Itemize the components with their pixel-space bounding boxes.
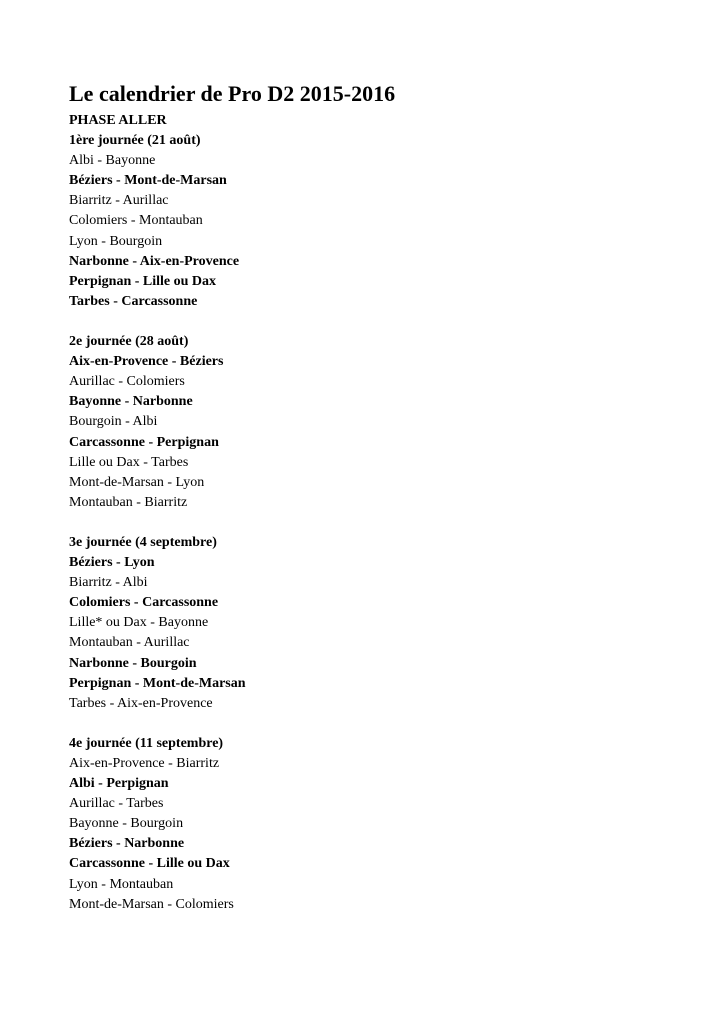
match-line: Albi - Bayonne [69,153,156,169]
match-line: Aix-en-Provence - Biarritz [69,756,220,771]
match-line: Perpignan - Mont-de-Marsan [69,675,246,691]
match-line: Lyon - Montauban [69,876,174,892]
round-heading: 3e journée (4 septembre) [69,534,217,550]
match-line: Mont-de-Marsan - Lyon [69,474,205,490]
match-line: Lille ou Dax - Tarbes [69,454,189,470]
match-line: Carcassonne - Lille ou Dax [69,856,230,872]
match-line: Aix-en-Provence - Béziers [69,354,224,370]
match-line: Lille* ou Dax - Bayonne [69,615,209,631]
phase-heading: PHASE ALLER [69,113,167,128]
match-line: Tarbes - Aix-en-Provence [69,695,213,711]
match-line: Aurillac - Tarbes [69,796,164,812]
document-body [69,80,684,915]
round-section [69,332,684,513]
match-line: Béziers - Lyon [69,555,155,571]
match-line: Béziers - Mont-de-Marsan [69,173,227,189]
section-spacer [69,513,684,533]
match-line: Lyon - Bourgoin [69,233,163,249]
round-heading: 2e journée (28 août) [69,334,189,350]
match-line: Colomiers - Carcassonne [69,595,219,611]
match-line: Bayonne - Bourgoin [69,816,184,832]
match-line: Mont-de-Marsan - Colomiers [69,896,234,912]
match-line: Perpignan - Lille ou Dax [69,273,217,289]
page-title: Le calendrier de Pro D2 2015-2016 [69,81,396,106]
match-line: Montauban - Biarritz [69,494,188,510]
round-heading: 1ère journée (21 août) [69,133,201,149]
match-line: Tarbes - Carcassonne [69,293,198,309]
match-line: Carcassonne - Perpignan [69,434,219,450]
match-line: Colomiers - Montauban [69,213,203,229]
rounds-list [69,131,684,915]
match-line: Bayonne - Narbonne [69,394,193,410]
match-line: Béziers - Narbonne [69,836,185,852]
match-line: Biarritz - Albi [69,575,148,591]
match-line: Montauban - Aurillac [69,635,190,651]
match-line: Biarritz - Aurillac [69,193,169,209]
section-spacer [69,312,684,332]
match-line: Aurillac - Colomiers [69,374,185,390]
round-section [69,533,684,714]
round-section [69,734,684,915]
match-line: Albi - Perpignan [69,776,169,792]
section-spacer [69,714,684,734]
round-heading: 4e journée (11 septembre) [69,735,224,751]
match-line: Narbonne - Aix-en-Provence [69,253,240,269]
match-line: Narbonne - Bourgoin [69,655,197,671]
round-section [69,131,684,312]
match-line: Bourgoin - Albi [69,414,158,430]
